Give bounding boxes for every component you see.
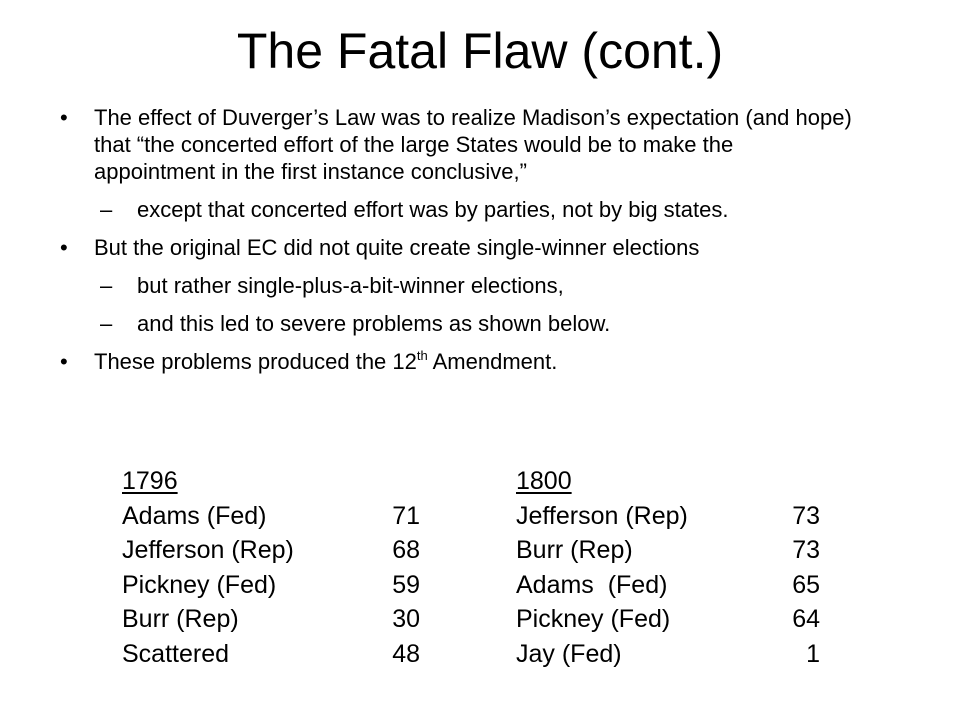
candidate-name: Adams (Fed) <box>516 570 668 599</box>
candidate-name: Adams (Fed) <box>122 501 267 530</box>
year-heading: 1796 <box>122 467 178 495</box>
dash-marker: – <box>100 273 113 298</box>
candidate-name: Jefferson (Rep) <box>122 536 294 564</box>
table-row <box>122 568 432 603</box>
bullet-text <box>94 349 557 374</box>
dash-marker: – <box>100 197 113 222</box>
bullet-marker: • <box>60 105 68 130</box>
ordinal-suffix: th <box>416 348 428 363</box>
sub-bullet-item <box>58 196 858 223</box>
bullet-item <box>58 104 858 185</box>
vote-count: 48 <box>392 639 420 668</box>
sub-bullet-item <box>58 272 858 299</box>
table-header <box>516 464 826 499</box>
bullet-item <box>58 348 858 375</box>
vote-count: 1 <box>806 639 820 668</box>
table-row <box>122 533 432 568</box>
sub-bullet-text: and this led to severe problems as shown below. <box>137 311 611 336</box>
vote-count: 59 <box>392 570 420 599</box>
sub-bullet-text: except that concerted effort was by parties, not by big states. <box>137 197 729 222</box>
vote-count: 68 <box>392 536 420 564</box>
results-table-1800 <box>516 464 826 671</box>
table-row <box>516 499 826 534</box>
candidate-name: Pickney (Fed) <box>122 570 277 599</box>
slide-title: The Fatal Flaw (cont.) <box>236 23 724 79</box>
vote-count: 73 <box>792 536 820 564</box>
candidate-name: Burr (Rep) <box>122 605 239 633</box>
bullet-text-part: Amendment. <box>427 349 558 374</box>
vote-count: 30 <box>392 605 420 633</box>
vote-count: 71 <box>392 501 420 530</box>
candidate-name: Scattered <box>122 639 230 668</box>
vote-count: 64 <box>792 605 820 633</box>
candidate-name: Burr (Rep) <box>516 536 633 564</box>
table-row <box>122 637 432 672</box>
bullet-text-part: These problems produced the 12 <box>94 349 417 374</box>
vote-count: 65 <box>792 570 820 599</box>
candidate-name: Pickney (Fed) <box>516 605 671 633</box>
table-row <box>516 637 826 672</box>
candidate-name: Jay (Fed) <box>516 639 622 668</box>
vote-count: 73 <box>792 501 820 530</box>
table-row <box>516 602 826 637</box>
sub-bullet-text: but rather single-plus-a-bit-winner elections, <box>137 273 564 298</box>
year-heading: 1800 <box>516 467 572 495</box>
bullet-list <box>58 104 858 386</box>
table-row <box>516 568 826 603</box>
table-row <box>122 499 432 534</box>
table-row <box>516 533 826 568</box>
bullet-marker: • <box>60 235 68 260</box>
candidate-name: Jefferson (Rep) <box>516 501 688 530</box>
bullet-marker: • <box>60 349 68 374</box>
bullet-text: But the original EC did not quite create single-winner elections <box>94 235 700 260</box>
bullet-text: The effect of Duverger’s Law was to realize Madison’s expectation (and hope) that “the concerted effort of the large States would be to make the appointment in the first instance conclusive,” <box>94 105 852 184</box>
table-row <box>122 602 432 637</box>
dash-marker: – <box>100 311 113 336</box>
bullet-item <box>58 234 858 261</box>
sub-bullet-item <box>58 310 858 337</box>
table-header <box>122 464 432 499</box>
results-table-1796 <box>122 464 432 671</box>
